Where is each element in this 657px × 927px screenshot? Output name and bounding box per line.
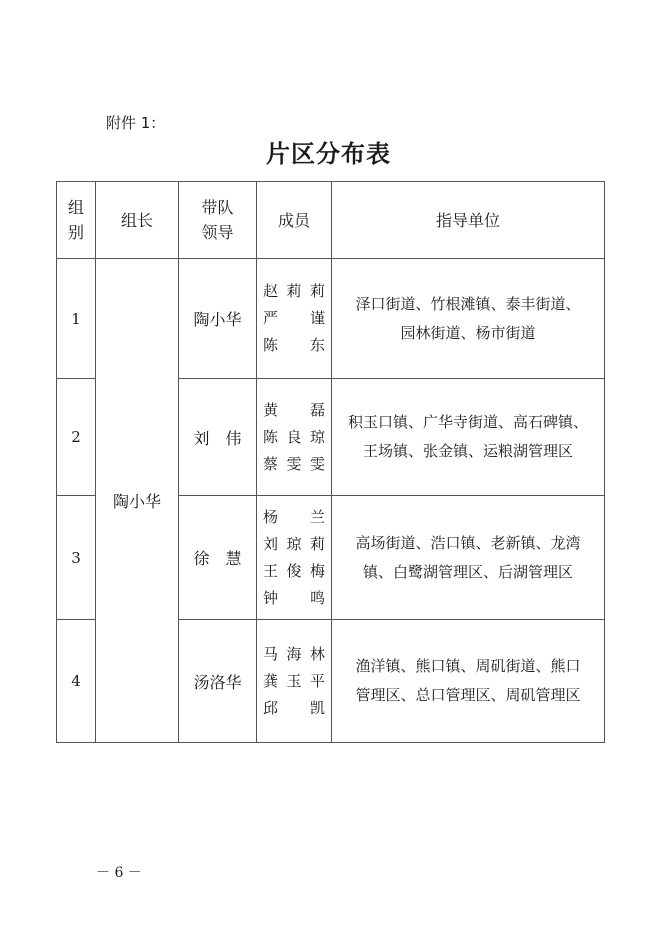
lead-cell: 陶小华 (179, 259, 257, 379)
header-lead: 带队 领导 (179, 182, 257, 259)
members-cell: 赵莉莉 严 谨 陈 东 (257, 259, 332, 379)
members-cell: 杨 兰 刘琼莉 王俊梅 钟 鸣 (257, 496, 332, 620)
units-cell: 泽口街道、竹根滩镇、泰丰街道、 园林街道、杨市街道 (332, 259, 605, 379)
group-leader-cell: 陶小华 (96, 259, 179, 743)
table-header-row (57, 182, 605, 259)
header-members: 成员 (257, 182, 332, 259)
table-row (57, 259, 605, 379)
group-number: 3 (57, 496, 96, 620)
group-number: 1 (57, 259, 96, 379)
group-number: 2 (57, 379, 96, 496)
members-cell: 黄 磊 陈良琼 蔡雯雯 (257, 379, 332, 496)
units-cell: 渔洋镇、熊口镇、周矶街道、熊口 管理区、总口管理区、周矶管理区 (332, 620, 605, 743)
members-cell: 马海林 龚玉平 邱 凯 (257, 620, 332, 743)
group-number: 4 (57, 620, 96, 743)
lead-cell: 徐 慧 (179, 496, 257, 620)
units-cell: 积玉口镇、广华寺街道、高石碑镇、 王场镇、张金镇、运粮湖管理区 (332, 379, 605, 496)
attachment-label: 附件 1： (106, 114, 166, 132)
header-units: 指导单位 (332, 182, 605, 259)
lead-cell: 汤洛华 (179, 620, 257, 743)
units-cell: 高场街道、浩口镇、老新镇、龙湾 镇、白鹭湖管理区、后湖管理区 (332, 496, 605, 620)
district-table (56, 181, 605, 743)
page-title: 片区分布表 (266, 139, 391, 168)
header-leader: 组长 (96, 182, 179, 259)
header-group: 组 别 (57, 182, 96, 259)
lead-cell: 刘 伟 (179, 379, 257, 496)
page-number: － 6 － (96, 865, 142, 881)
